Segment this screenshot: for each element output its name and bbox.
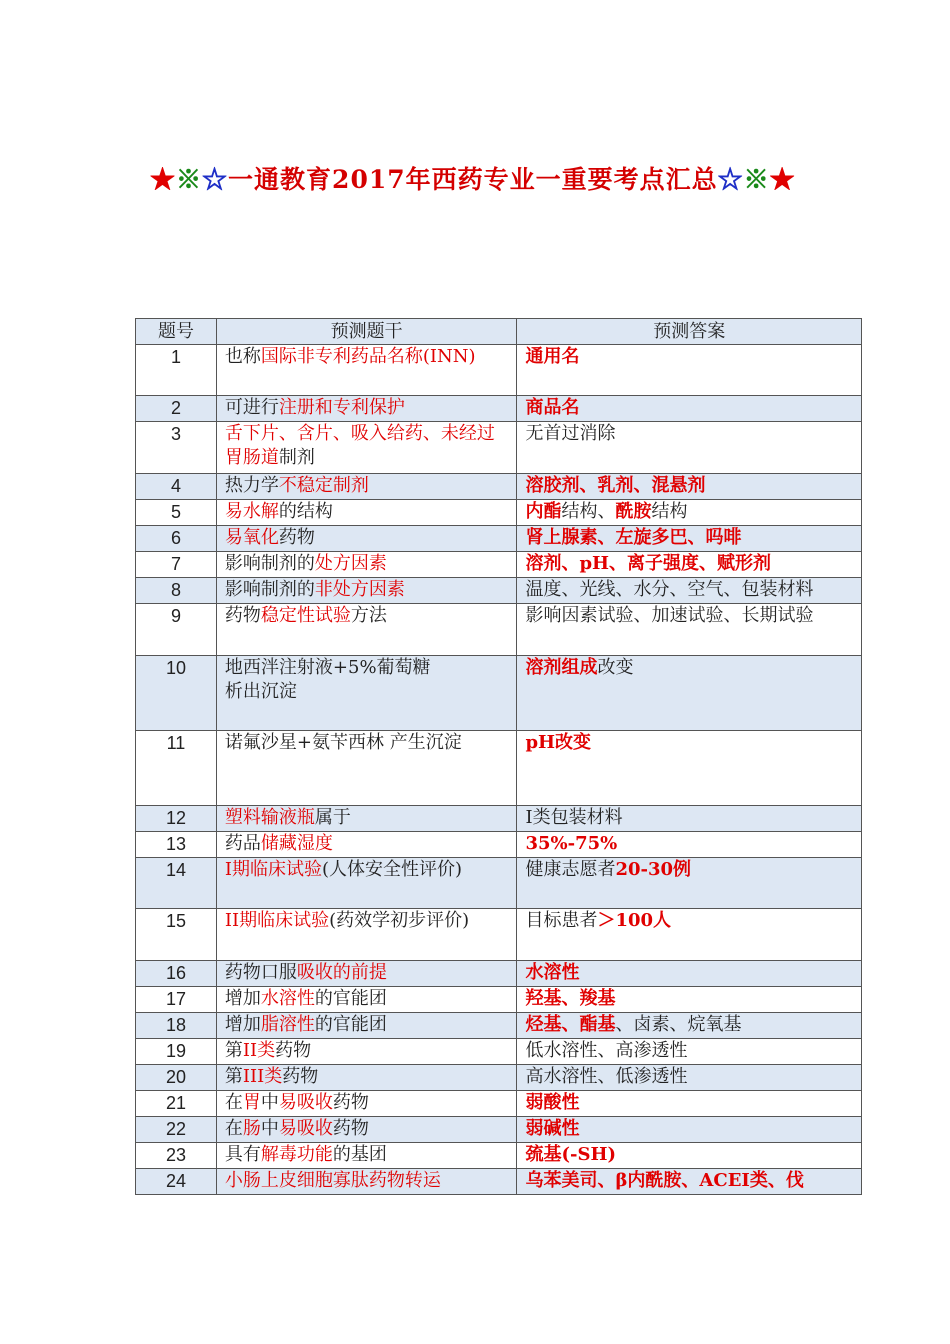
question-text: 注册和专利保护 — [278, 397, 405, 418]
table-row — [136, 1091, 862, 1117]
question-text: 易吸收 — [278, 1118, 333, 1139]
answer-text: 水溶性 — [525, 962, 580, 983]
answer-cell — [517, 1117, 862, 1143]
table-row — [136, 578, 862, 604]
answer-text: 20-30例 — [615, 859, 692, 880]
question-text: 热力学 — [224, 475, 279, 496]
answer-cell — [517, 345, 862, 396]
question-cell — [216, 552, 517, 578]
row-number: 23 — [136, 1143, 217, 1169]
answer-cell — [517, 987, 862, 1013]
answer-text: 结构、 — [561, 501, 616, 522]
answer-cell — [517, 1013, 862, 1039]
answer-cell — [517, 858, 862, 909]
question-cell — [216, 474, 517, 500]
answer-text: 溶剂组成 — [525, 657, 598, 678]
header-number: 题号 — [136, 319, 217, 345]
answer-text: 溶胶剂、乳剂、混悬剂 — [525, 475, 706, 496]
question-text: 诺氟沙星+氨苄西林 产生沉淀 — [224, 732, 462, 753]
row-number: 13 — [136, 832, 217, 858]
exam-points-table — [135, 318, 862, 1195]
table-row — [136, 1013, 862, 1039]
question-text: 易吸收 — [278, 1092, 333, 1113]
answer-text: 影响因素试验、加速试验、长期试验 — [525, 605, 814, 626]
answer-text: 酰胺 — [615, 501, 652, 522]
question-cell — [216, 1169, 517, 1195]
answer-cell — [517, 1143, 862, 1169]
question-text: 属于 — [314, 807, 351, 828]
question-text: 稳定性试验 — [260, 605, 351, 626]
question-text: 储藏湿度 — [260, 833, 333, 854]
answer-cell — [517, 578, 862, 604]
star-icon: ★ — [769, 165, 796, 194]
answer-cell — [517, 422, 862, 474]
question-text: 药物 — [332, 1092, 369, 1113]
table-row — [136, 1117, 862, 1143]
question-text: 药物 — [224, 605, 261, 626]
answer-text: 烃基、酯基 — [525, 1014, 616, 1035]
question-cell — [216, 987, 517, 1013]
answer-text: 改变 — [597, 657, 634, 678]
row-number: 2 — [136, 396, 217, 422]
question-cell — [216, 1143, 517, 1169]
question-text: 中 — [260, 1092, 279, 1113]
question-text: 制剂 — [278, 447, 315, 468]
question-cell — [216, 858, 517, 909]
answer-cell — [517, 806, 862, 832]
table-row — [136, 806, 862, 832]
question-text: 的结构 — [278, 501, 333, 522]
answer-text: ＞100人 — [597, 910, 672, 931]
question-text: 药品 — [224, 833, 261, 854]
question-text: 舌下片、含片、吸入给药、未经过胃肠道 — [224, 423, 495, 468]
answer-text: 健康志愿者 — [525, 859, 616, 880]
question-text: 增加 — [224, 988, 261, 1009]
question-text: (药效学初步评价) — [329, 910, 470, 931]
question-text: 非处方因素 — [314, 579, 405, 600]
question-text: III类 — [242, 1066, 283, 1087]
question-text: 地西泮注射液+5%葡萄糖 析出沉淀 — [224, 657, 431, 702]
table-row — [136, 1039, 862, 1065]
question-text: 的官能团 — [314, 1014, 387, 1035]
row-number: 16 — [136, 961, 217, 987]
table-row — [136, 604, 862, 656]
question-text: 的官能团 — [314, 988, 387, 1009]
row-number: 3 — [136, 422, 217, 474]
question-text: 小肠上皮细胞寡肽药物转运 — [224, 1170, 441, 1191]
question-text: 也称 — [224, 346, 261, 367]
question-text: II期临床试验 — [224, 910, 330, 931]
question-text: 易氧化 — [224, 527, 279, 548]
question-text: 第 — [224, 1040, 243, 1061]
question-text: 肠 — [242, 1118, 261, 1139]
question-cell — [216, 500, 517, 526]
row-number: 7 — [136, 552, 217, 578]
answer-cell — [517, 961, 862, 987]
question-text: 药物口服 — [224, 962, 297, 983]
page-title — [150, 160, 870, 196]
answer-text: 低水溶性、高渗透性 — [525, 1040, 688, 1061]
table-row — [136, 987, 862, 1013]
question-cell — [216, 422, 517, 474]
table-row — [136, 422, 862, 474]
question-cell — [216, 1013, 517, 1039]
question-cell — [216, 396, 517, 422]
answer-cell — [517, 1169, 862, 1195]
hollow-star-icon: ☆ — [717, 165, 744, 194]
answer-text: 结构 — [651, 501, 688, 522]
answer-cell — [517, 500, 862, 526]
question-text: 不稳定制剂 — [278, 475, 369, 496]
question-text: 增加 — [224, 1014, 261, 1035]
question-text: 的基团 — [332, 1144, 387, 1165]
table-body — [136, 345, 862, 1195]
question-text: 在 — [224, 1118, 243, 1139]
star-icon: ★ — [150, 165, 177, 194]
answer-cell — [517, 552, 862, 578]
question-text: 水溶性 — [260, 988, 315, 1009]
question-cell — [216, 526, 517, 552]
table-row — [136, 345, 862, 396]
question-text: 易水解 — [224, 501, 279, 522]
table-row — [136, 526, 862, 552]
row-number: 1 — [136, 345, 217, 396]
question-text: 脂溶性 — [260, 1014, 315, 1035]
question-cell — [216, 909, 517, 961]
question-cell — [216, 1065, 517, 1091]
question-cell — [216, 345, 517, 396]
answer-cell — [517, 731, 862, 806]
question-text: 胃 — [242, 1092, 261, 1113]
question-text: 解毒功能 — [260, 1144, 333, 1165]
question-text: 影响制剂的 — [224, 579, 315, 600]
row-number: 24 — [136, 1169, 217, 1195]
question-text: I期临床试验 — [224, 859, 323, 880]
answer-text: 无首过消除 — [525, 423, 616, 444]
answer-text: 商品名 — [525, 397, 580, 418]
answer-text: 溶剂、pH、离子强度、赋形剂 — [525, 553, 772, 574]
table-row — [136, 396, 862, 422]
question-text: 中 — [260, 1118, 279, 1139]
question-text: 药物 — [282, 1066, 319, 1087]
question-cell — [216, 578, 517, 604]
title-text: 一通教育2017年西药专业一重要考点汇总 — [228, 165, 718, 194]
answer-cell — [517, 832, 862, 858]
answer-cell — [517, 396, 862, 422]
answer-text: 目标患者 — [525, 910, 598, 931]
question-text: 方法 — [350, 605, 387, 626]
answer-text: 高水溶性、低渗透性 — [525, 1066, 688, 1087]
answer-text: I类包装材料 — [525, 807, 623, 828]
question-text: 影响制剂的 — [224, 553, 315, 574]
table-header-row — [136, 319, 862, 345]
question-text: 国际非专利药品名称(INN) — [260, 346, 476, 367]
row-number: 17 — [136, 987, 217, 1013]
question-text: 塑料输液瓶 — [224, 807, 315, 828]
answer-text: 羟基、羧基 — [525, 988, 616, 1009]
question-cell — [216, 806, 517, 832]
table-row — [136, 832, 862, 858]
answer-text: pH改变 — [525, 732, 592, 753]
table-row — [136, 858, 862, 909]
row-number: 11 — [136, 731, 217, 806]
row-number: 14 — [136, 858, 217, 909]
table-row — [136, 909, 862, 961]
answer-cell — [517, 474, 862, 500]
row-number: 15 — [136, 909, 217, 961]
question-text: 处方因素 — [314, 553, 387, 574]
row-number: 10 — [136, 656, 217, 731]
answer-text: 弱酸性 — [525, 1092, 580, 1113]
question-text: 药物 — [278, 527, 315, 548]
table-row — [136, 500, 862, 526]
table-row — [136, 731, 862, 806]
row-number: 8 — [136, 578, 217, 604]
answer-text: 乌苯美司、β内酰胺、ACEI类、伐 — [525, 1170, 804, 1191]
question-text: 在 — [224, 1092, 243, 1113]
question-cell — [216, 731, 517, 806]
row-number: 20 — [136, 1065, 217, 1091]
question-text: (人体安全性评价) — [322, 859, 463, 880]
question-cell — [216, 832, 517, 858]
answer-text: 35%-75% — [525, 833, 618, 854]
row-number: 6 — [136, 526, 217, 552]
reference-mark-icon: ※ — [743, 165, 770, 194]
row-number: 21 — [136, 1091, 217, 1117]
question-text: 吸收的前提 — [296, 962, 387, 983]
answer-cell — [517, 1039, 862, 1065]
answer-cell — [517, 909, 862, 961]
question-text: 具有 — [224, 1144, 261, 1165]
row-number: 4 — [136, 474, 217, 500]
table-row — [136, 1143, 862, 1169]
table-row — [136, 474, 862, 500]
question-text: 药物 — [275, 1040, 312, 1061]
table-row — [136, 552, 862, 578]
table-row — [136, 1169, 862, 1195]
question-text: II类 — [242, 1040, 276, 1061]
answer-cell — [517, 1065, 862, 1091]
question-cell — [216, 1091, 517, 1117]
header-answer: 预测答案 — [517, 319, 862, 345]
table-row — [136, 1065, 862, 1091]
answer-cell — [517, 604, 862, 656]
answer-text: 肾上腺素、左旋多巴、吗啡 — [525, 527, 742, 548]
question-cell — [216, 1039, 517, 1065]
answer-cell — [517, 656, 862, 731]
question-cell — [216, 961, 517, 987]
answer-text: 内酯 — [525, 501, 562, 522]
row-number: 19 — [136, 1039, 217, 1065]
question-text: 可进行 — [224, 397, 279, 418]
answer-text: 温度、光线、水分、空气、包装材料 — [525, 579, 814, 600]
question-cell — [216, 604, 517, 656]
answer-text: 、卤素、烷氧基 — [615, 1014, 742, 1035]
row-number: 12 — [136, 806, 217, 832]
row-number: 9 — [136, 604, 217, 656]
answer-cell — [517, 526, 862, 552]
table-row — [136, 656, 862, 731]
answer-text: 巯基(-SH) — [525, 1144, 616, 1165]
question-cell — [216, 1117, 517, 1143]
answer-text: 弱碱性 — [525, 1118, 580, 1139]
question-text: 第 — [224, 1066, 243, 1087]
answer-text: 通用名 — [525, 346, 580, 367]
row-number: 22 — [136, 1117, 217, 1143]
table-row — [136, 961, 862, 987]
header-question: 预测题干 — [216, 319, 517, 345]
reference-mark-icon: ※ — [176, 165, 203, 194]
question-text: 药物 — [332, 1118, 369, 1139]
row-number: 5 — [136, 500, 217, 526]
row-number: 18 — [136, 1013, 217, 1039]
answer-cell — [517, 1091, 862, 1117]
hollow-star-icon: ☆ — [202, 165, 229, 194]
question-cell — [216, 656, 517, 731]
